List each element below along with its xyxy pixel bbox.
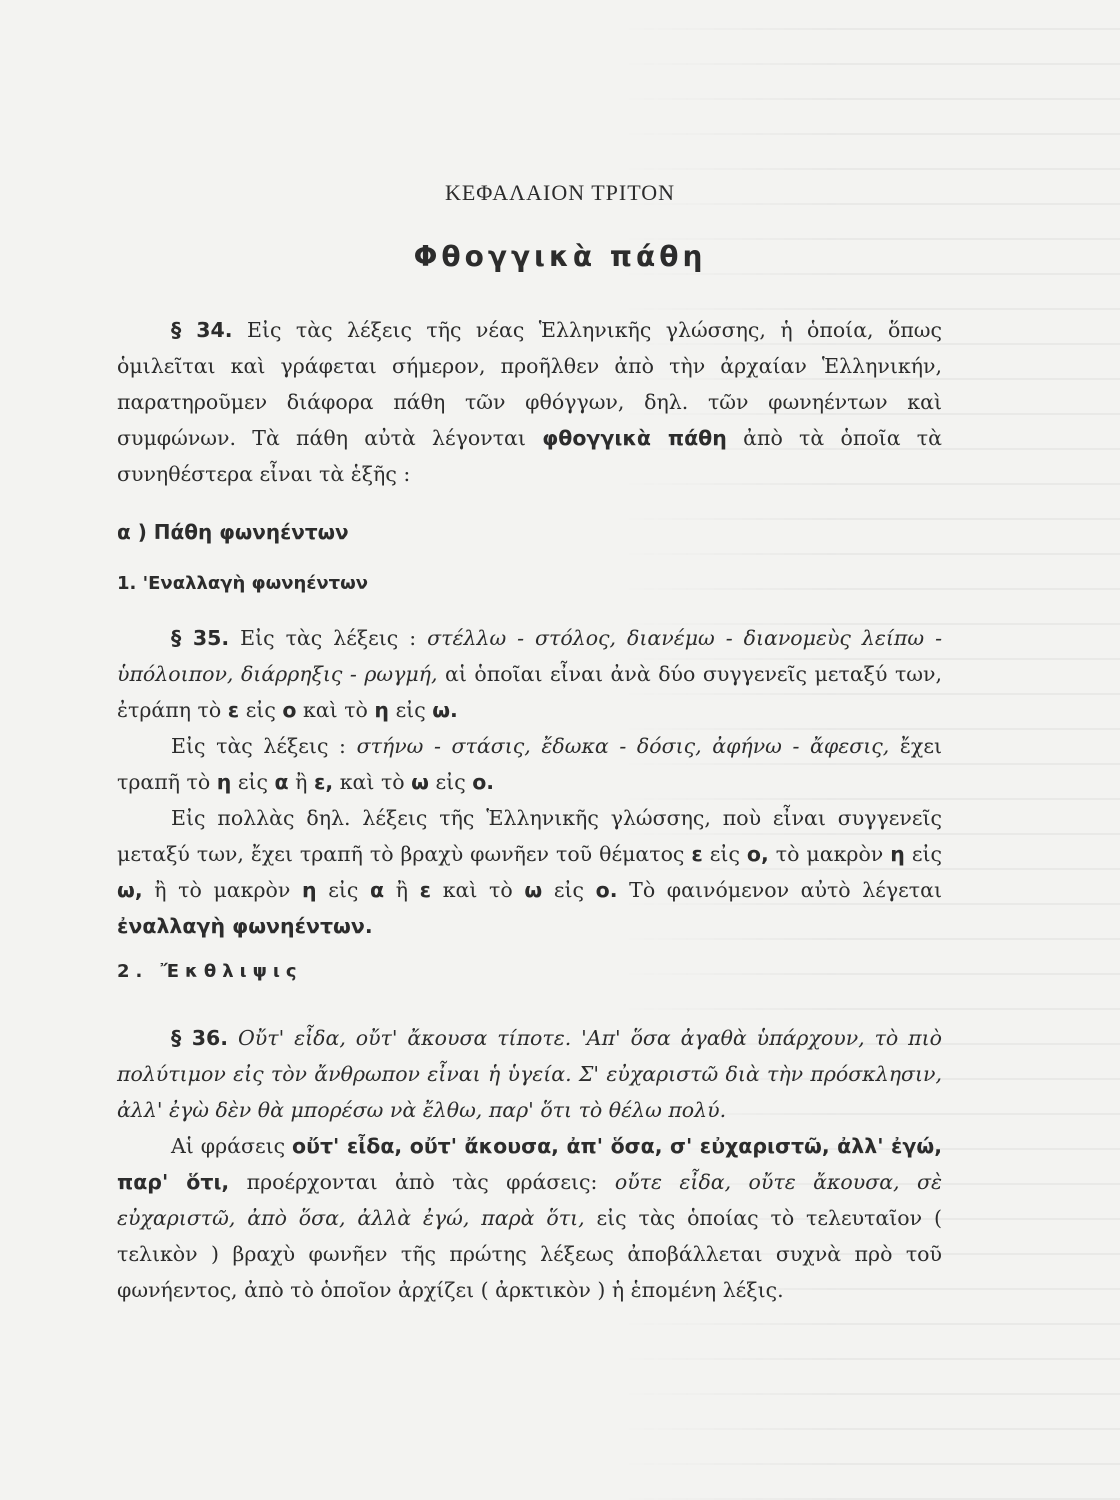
- paragraph-35-2: [117, 728, 942, 800]
- paragraph-text: εἰς: [911, 842, 942, 866]
- letter-bold: ω,: [117, 878, 143, 902]
- letter-bold: ο: [282, 698, 297, 722]
- section-number: § 35.: [171, 626, 230, 650]
- paragraph-36-2: [117, 1128, 942, 1308]
- paragraph-text: καὶ τὸ: [302, 698, 368, 722]
- paragraph-text: εἰς: [237, 770, 269, 794]
- letter-bold: η: [301, 878, 317, 902]
- subheading-2: 2. Ἔκθλιψις: [117, 961, 303, 982]
- letter-bold: ε: [227, 698, 240, 722]
- letter-bold: ε: [691, 842, 703, 866]
- section-number: § 36.: [171, 1026, 229, 1050]
- paragraph-text: εἰς: [553, 878, 584, 902]
- paragraph-text: αἱ ὁποῖαι εἶναι ἀνὰ δύο συγγενεῖς μεταξύ των, ἐτράπη τὸ: [117, 662, 942, 722]
- subheading-1: 1. 'Εναλλαγὴ φωνηέντων: [117, 573, 369, 594]
- term-bold: οὔτ' εἶδα, οὔτ' ἄκουσα, ἀπ' ὅσα, σ' εὐχαριστῶ, ἀλλ' ἐγώ, παρ' ὅτι,: [117, 1134, 942, 1194]
- body-text: [117, 312, 942, 1308]
- paragraph-text: καὶ τὸ: [442, 878, 513, 902]
- example-words: στήνω - στάσις, ἔδωκα - δόσις, ἀφήνω - ἄφεσις,: [356, 734, 890, 758]
- term-bold: ἐναλλαγὴ φωνηέντων.: [117, 914, 373, 938]
- section-number: § 34.: [171, 318, 233, 342]
- paragraph-text: Τὸ φαινόμενον αὐτὸ λέγεται: [629, 878, 942, 902]
- paragraph-text: εἰς: [435, 770, 466, 794]
- paragraph-text: καὶ τὸ: [339, 770, 405, 794]
- letter-bold: α: [274, 770, 289, 794]
- paragraph-text: εἰς: [245, 698, 276, 722]
- letter-bold: ο.: [595, 878, 618, 902]
- letter-bold: ε,: [314, 770, 334, 794]
- letter-bold: η: [890, 842, 905, 866]
- letter-bold: η: [374, 698, 390, 722]
- example-words: στέλλω - στόλος, διανέμω - διανομεὺς λείπω - ὑπόλοιπον, διάρρηξις - ρωγμή,: [117, 626, 942, 686]
- paragraph-34: [117, 312, 942, 492]
- letter-bold: α: [369, 878, 385, 902]
- term-bold: φθογγικὰ πάθη: [542, 426, 727, 450]
- paragraph-text: τὸ μακρὸν: [775, 842, 884, 866]
- letter-bold: ω: [411, 770, 429, 794]
- paragraph-text: Αἱ φράσεις: [171, 1134, 286, 1158]
- paragraph-text: ἢ: [395, 878, 409, 902]
- paragraph-36: [117, 1020, 942, 1128]
- paragraph-35-3: [117, 800, 942, 944]
- paragraph-text: προέρχονται ἀπὸ τὰς φράσεις:: [246, 1170, 598, 1194]
- letter-bold: ο.: [472, 770, 495, 794]
- paragraph-text: ἀπὸ τὰ ὁποῖα τὰ συνηθέστερα εἶναι τὰ ἑξῆς :: [117, 426, 942, 486]
- letter-bold: ε: [419, 878, 432, 902]
- paragraph-text: Εἰς τὰς λέξεις :: [171, 734, 346, 758]
- letter-bold: ω: [524, 878, 543, 902]
- example-sentences: Οὔτ' εἶδα, οὔτ' ἄκουσα τίποτε. 'Απ' ὅσα ἀγαθὰ ὑπάρχουν, τὸ πιὸ πολύτιμον εἰς τὸν ἄνθρωπον εἶναι ἡ ὑγεία. Σ' εὐχαριστῶ διὰ τὴν πρόσκλησιν, ἀλλ' ἐγὼ δὲν θὰ μπορέσω νὰ ἔλθω, παρ' ὅτι τὸ θέλω πολύ.: [117, 1026, 942, 1122]
- letter-bold: η: [216, 770, 232, 794]
- example-words: οὔτε εἶδα, οὔτε ἄκουσα, σὲ εὐχαριστῶ, ἀπὸ ὅσα, ἀλλὰ ἐγώ, παρὰ ὅτι,: [117, 1170, 942, 1230]
- paragraph-text: εἰς: [328, 878, 359, 902]
- paragraph-text: Εἰς τὰς λέξεις τῆς νέας Ἑλληνικῆς γλώσσης, ἡ ὁποία, ὅπως ὁμιλεῖται καὶ γράφεται σήμερον, προῆλθεν ἀπὸ τὴν ἀρχαίαν Ἑλληνικήν, παρατηροῦμεν διάφορα πάθη τῶν φθόγγων, δηλ. τῶν φωνηέντων καὶ συμφώνων. Τὰ πάθη αὐτὰ λέγονται: [117, 318, 942, 450]
- paragraph-text: εἰς: [395, 698, 426, 722]
- paragraph-text: εἰς τὰς ὁποίας τὸ τελευταῖον ( τελικὸν ) βραχὺ φωνῆεν τῆς πρώτης λέξεως ἀποβάλλεται συχνὰ πρὸ τοῦ φωνήεντος, ἀπὸ τὸ ὁποῖον ἀρχίζει ( ἀρκτικὸν ) ἡ ἑπομένη λέξις.: [117, 1206, 942, 1302]
- chapter-heading: ΚΕΦΑΛΑΙΟΝ ΤΡΙΤΟΝ: [444, 180, 676, 205]
- letter-bold: ω.: [432, 698, 458, 722]
- page-title: Φθογγικὰ πάθη: [413, 240, 707, 273]
- subheading-a: α ) Πάθη φωνηέντων: [117, 520, 349, 544]
- paragraph-35: [117, 620, 942, 728]
- paragraph-text: ἢ: [295, 770, 308, 794]
- paragraph-text: ἢ τὸ μακρὸν: [154, 878, 291, 902]
- paragraph-text: ἔχει τραπῆ τὸ: [117, 734, 942, 794]
- letter-bold: ο,: [746, 842, 769, 866]
- paragraph-text: Εἰς τὰς λέξεις :: [240, 626, 417, 650]
- paragraph-text: Εἰς πολλὰς δηλ. λέξεις τῆς Ἑλληνικῆς γλώσσης, ποὺ εἶναι συγγενεῖς μεταξύ των, ἔχει τραπῆ τὸ βραχὺ φωνῆεν τοῦ θέματος: [117, 806, 942, 866]
- paragraph-text: εἰς: [709, 842, 740, 866]
